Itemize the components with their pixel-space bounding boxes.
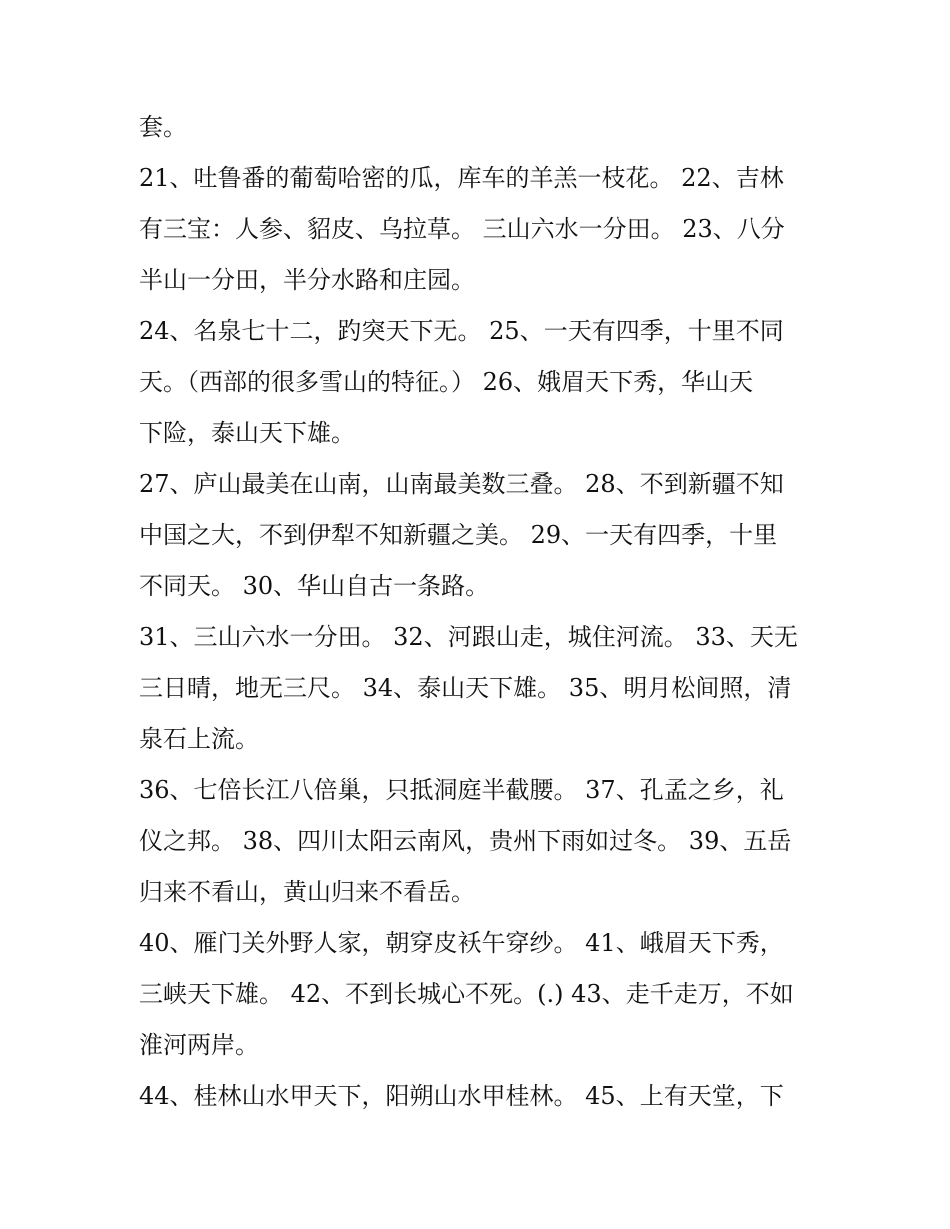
text-line: 仪之邦。 38、四川太阳云南风，贵州下雨如过冬。 39、五岳 [139, 827, 792, 855]
text-line: 40、雁门关外野人家，朝穿皮袄午穿纱。 41、峨眉天下秀， [139, 929, 784, 957]
text-line: 淮河两岸。 [139, 1031, 259, 1059]
text-line: 归来不看山，黄山归来不看岳。 [139, 878, 475, 906]
document-body [139, 102, 811, 1122]
text-line: 三日晴，地无三尺。 34、泰山天下雄。 35、明月松间照，清 [139, 674, 792, 702]
text-line: 天。（西部的很多雪山的特征。） 26、娥眉天下秀，华山天 [139, 368, 754, 396]
text-line: 44、桂林山水甲天下，阳朔山水甲桂林。 45、上有天堂，下 [139, 1082, 784, 1110]
text-line: 31、三山六水一分田。 32、河跟山走，城住河流。 33、天无 [139, 623, 798, 651]
text-line: 下险，泰山天下雄。 [139, 419, 355, 447]
text-line: 21、吐鲁番的葡萄哈密的瓜，库车的羊羔一枝花。 22、吉林 [139, 164, 784, 192]
text-line: 中国之大，不到伊犁不知新疆之美。 29、一天有四季，十里 [139, 521, 778, 549]
text-line: 36、七倍长江八倍巢，只抵洞庭半截腰。 37、孔孟之乡，礼 [139, 776, 784, 804]
text-line: 24、名泉七十二，趵突天下无。 25、一天有四季，十里不同 [139, 317, 784, 345]
text-line: 三峡天下雄。 42、不到长城心不死。(.) 43、走千走万，不如 [139, 980, 794, 1008]
text-line: 泉石上流。 [139, 725, 259, 753]
text-line: 不同天。 30、华山自古一条路。 [139, 572, 490, 600]
text-line: 半山一分田，半分水路和庄园。 [139, 266, 475, 294]
text-line: 有三宝：人参、貂皮、乌拉草。 三山六水一分田。 23、八分 [139, 215, 785, 243]
text-line: 套。 [139, 113, 187, 141]
text-line: 27、庐山最美在山南，山南最美数三叠。 28、不到新疆不知 [139, 470, 784, 498]
